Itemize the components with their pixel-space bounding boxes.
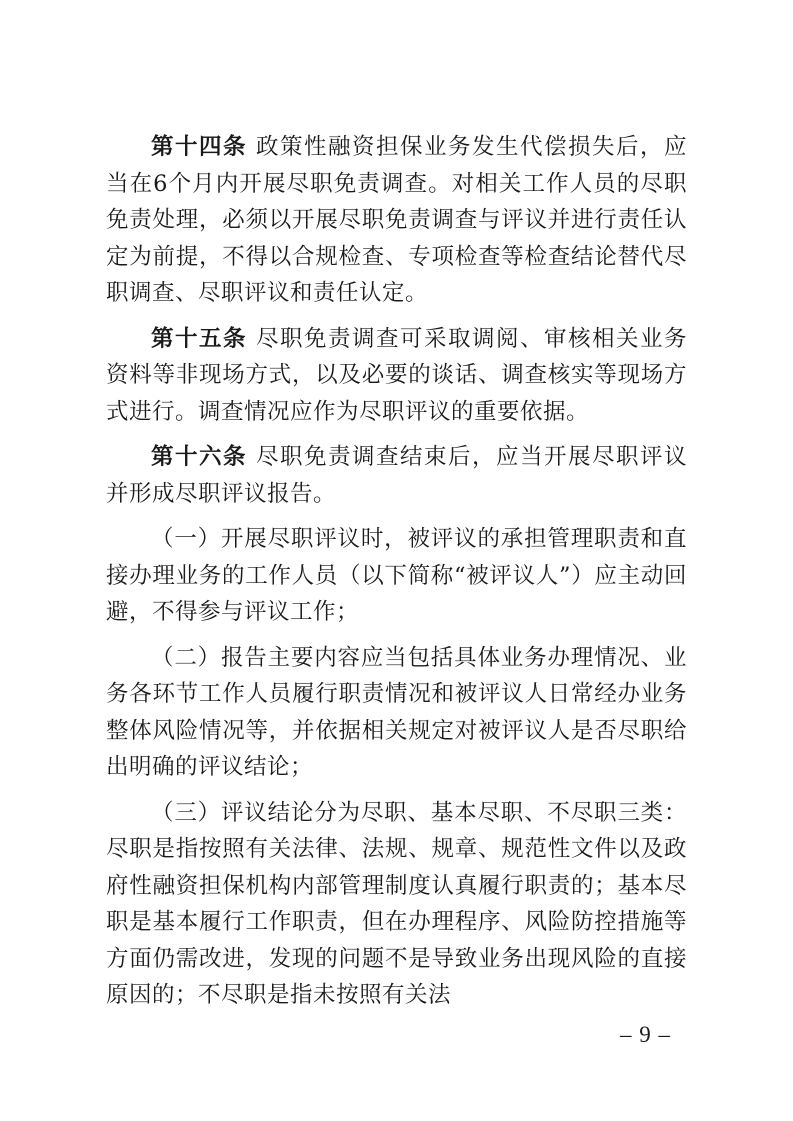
- page-number: – 9 –: [620, 1022, 671, 1047]
- paragraph-text: 尽职免责调查可采取调阅、审核相关业务资料等非现场方式，以及必要的谈话、调查核实等现场方式进行。调查情况应作为尽职评议的重要依据。: [106, 325, 687, 425]
- paragraph-text: 政策性融资担保业务发生代偿损失后，应当在6个月内开展尽职免责调查。对相关工作人员的尽职免责处理，必须以开展尽职免责调查与评议并进行责任认定为前提，不得以合规检查、专项检查等检查结论替代尽职调查、尽职评议和责任认定。: [106, 134, 687, 306]
- article-14-paragraph: [106, 129, 687, 312]
- paragraph-text: （三）评议结论分为尽职、基本尽职、不尽职三类：尽职是指按照有关法律、法规、规章、规范性文件以及政府性融资担保机构内部管理制度认真履行职责的；基本尽职是基本履行工作职责，但在办理程序、风险防控措施等方面仍需改进，发现的问题不是导致业务出现风险的直接原因的；不尽职是指未按照有关法: [106, 799, 687, 1008]
- article-heading: 第十六条: [151, 444, 247, 470]
- clause-2-paragraph: [106, 640, 687, 786]
- clause-3-paragraph: [106, 795, 687, 1014]
- paragraph-text: （一）开展尽职评议时，被评议的承担管理职责和直接办理业务的工作人员（以下简称“被评议人”）应主动回避，不得参与评议工作；: [106, 526, 687, 625]
- clause-1-paragraph: [106, 521, 687, 631]
- paragraph-text: 尽职免责调查结束后，应当开展尽职评议并形成尽职评议报告。: [106, 444, 687, 507]
- document-body: [106, 129, 687, 1014]
- article-16-paragraph: [106, 439, 687, 512]
- article-heading: 第十五条: [151, 325, 247, 352]
- article-heading: 第十四条: [151, 134, 247, 160]
- paragraph-text: （二）报告主要内容应当包括具体业务办理情况、业务各环节工作人员履行职责情况和被评议人日常经办业务整体风险情况等，并依据相关规定对被评议人是否尽职给出明确的评议结论；: [106, 644, 687, 780]
- article-15-paragraph: [106, 321, 687, 431]
